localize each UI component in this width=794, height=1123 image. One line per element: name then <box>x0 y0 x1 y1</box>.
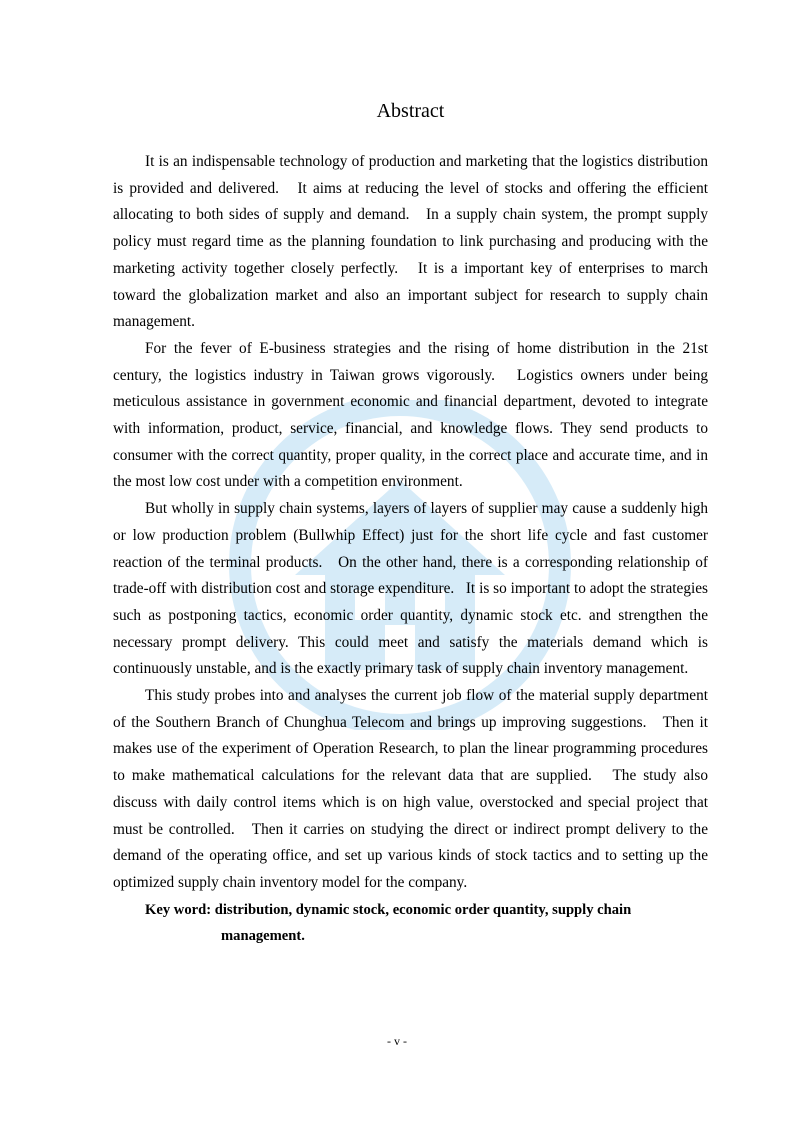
keywords-line-2: management. <box>221 928 305 945</box>
abstract-body <box>113 149 708 950</box>
abstract-paragraph-3: But wholly in supply chain systems, layers of layers of supplier may cause a suddenly high or low production problem (Bullwhip Effect) just for the short life cycle and fast customer reaction of the terminal products. On the other hand, there is a corresponding relationship of trade-off with distribution cost and storage expenditure. It is so important to adopt the strategies such as postponing tactics, economic order quantity, dynamic stock etc. and strengthen the necessary prompt delivery. This could meet and satisfy the materials demand which is continuously unstable, and is the exactly primary task of supply chain inventory management. <box>113 500 708 678</box>
page-title: Abstract <box>376 100 445 122</box>
abstract-paragraph-2: For the fever of E-business strategies and the rising of home distribution in the 21st century, the logistics industry in Taiwan grows vigorously. Logistics owners under being meticulous assistance in government economic and financial department, devoted to integrate with information, product, service, financial, and knowledge flows. They send products to consumer with the correct quantity, proper quality, in the correct place and accurate time, and in the most low cost under with a competition environment. <box>113 339 708 491</box>
keywords-line-1: Key word: distribution, dynamic stock, economic order quantity, supply chain <box>145 901 632 918</box>
keywords <box>113 897 708 950</box>
abstract-paragraph-4: This study probes into and analyses the current job flow of the material supply department of the Southern Branch of Chunghua Telecom and brings up improving suggestions. Then it makes use of the experiment of Operation Research, to plan the linear programming procedures to make mathematical calculations for the relevant data that are supplied. The study also discuss with daily control items which is on high value, overstocked and special project that must be controlled. Then it carries on studying the direct or indirect prompt delivery to the demand of the operating office, and set up various kinds of stock tactics and to setting up the optimized supply chain inventory model for the company. <box>113 687 708 891</box>
abstract-paragraph-1: It is an indispensable technology of production and marketing that the logistics distribution is provided and delivered. It aims at reducing the level of stocks and offering the efficient allocating to both sides of supply and demand. In a supply chain system, the prompt supply policy must regard time as the planning foundation to link purchasing and producing with the marketing activity together closely perfectly. It is a important key of enterprises to march toward the globalization market and also an important subject for research to supply chain management. <box>113 153 708 331</box>
page-number: - v - <box>387 1034 407 1048</box>
